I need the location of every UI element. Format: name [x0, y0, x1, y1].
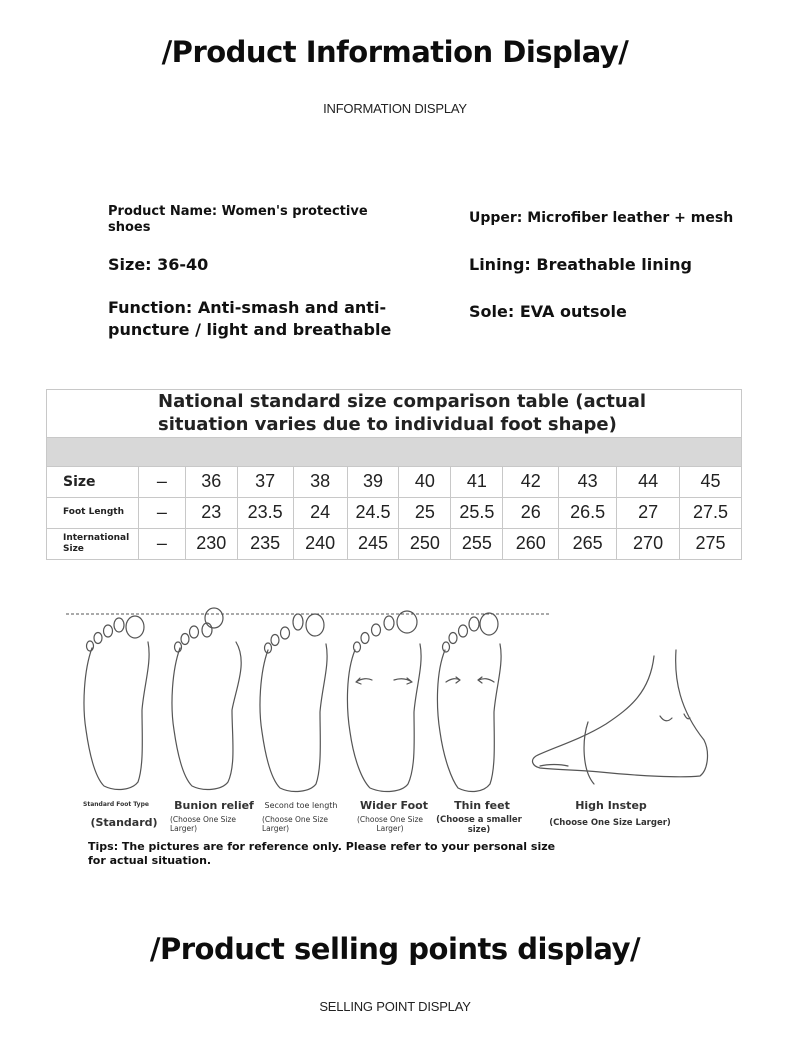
foot-label-bunion: Bunion relief	[174, 799, 254, 812]
size-cell: 37	[237, 466, 293, 497]
intl-cell: 255	[451, 528, 503, 559]
section-subtitle-selling: SELLING POINT DISPLAY	[319, 999, 471, 1014]
length-cell: 24.5	[347, 497, 399, 528]
size-cell: 45	[680, 466, 742, 497]
length-cell: 24	[293, 497, 347, 528]
table-row-size	[47, 466, 742, 497]
row-label: Foot Length	[47, 497, 139, 528]
foot-note-standard: (Standard)	[90, 816, 158, 829]
size-comparison-table	[46, 389, 742, 560]
foot-label-thin: Thin feet	[454, 799, 510, 812]
section-subtitle-info: INFORMATION DISPLAY	[323, 101, 467, 116]
size-cell: 44	[617, 466, 680, 497]
intl-cell: 260	[503, 528, 559, 559]
length-cell: 27.5	[680, 497, 742, 528]
size-cell: 43	[559, 466, 617, 497]
intl-cell: 245	[347, 528, 399, 559]
foot-label-high-instep: High Instep	[575, 799, 647, 812]
length-cell: 25.5	[451, 497, 503, 528]
intl-cell: 270	[617, 528, 680, 559]
intl-cell: 240	[293, 528, 347, 559]
foot-thin-icon	[437, 613, 501, 791]
foot-high-instep-icon	[533, 650, 708, 784]
section-title-info: /Product Information Display/	[161, 35, 629, 69]
foot-label-wider: Wider Foot	[360, 799, 428, 812]
length-cell: 26	[503, 497, 559, 528]
table-row-international-size	[47, 528, 742, 559]
info-function: Function: Anti-smash and anti-puncture / light and breathable	[108, 298, 392, 339]
info-sole: Sole: EVA outsole	[469, 302, 627, 321]
tips-text: Tips: The pictures are for reference only. Please refer to your personal size for actual situation.	[88, 840, 556, 868]
intl-cell: 250	[399, 528, 451, 559]
info-product-name: Product Name: Women's protective shoes	[108, 204, 368, 236]
length-cell: 27	[617, 497, 680, 528]
info-size: Size: 36-40	[108, 255, 209, 274]
info-upper: Upper: Microfiber leather + mesh	[469, 210, 734, 226]
foot-standard-icon	[84, 616, 149, 789]
foot-second-toe-icon	[260, 614, 327, 791]
foot-label-second-toe: Second toe length	[264, 801, 338, 810]
foot-label-standard: Standard Foot Type	[83, 801, 149, 808]
table-row-foot-length	[47, 497, 742, 528]
size-cell: 41	[451, 466, 503, 497]
foot-bunion-icon	[172, 608, 241, 789]
length-cell: 25	[399, 497, 451, 528]
foot-note-wider: (Choose One Size Larger)	[356, 815, 424, 833]
foot-note-thin: (Choose a smaller size)	[436, 815, 522, 835]
table-grey-band	[47, 437, 742, 466]
row-label: International Size	[47, 528, 139, 559]
dash-cell: –	[138, 528, 185, 559]
foot-note-second-toe: (Choose One Size Larger)	[262, 815, 329, 833]
intl-cell: 235	[237, 528, 293, 559]
intl-cell: 265	[559, 528, 617, 559]
table-caption: National standard size comparison table (actual situation varies due to individual foot shape)	[47, 390, 742, 438]
size-cell: 40	[399, 466, 451, 497]
size-cell: 42	[503, 466, 559, 497]
foot-note-bunion: (Choose One Size Larger)	[170, 815, 237, 833]
dash-cell: –	[138, 497, 185, 528]
length-cell: 23	[185, 497, 237, 528]
dash-cell: –	[138, 466, 185, 497]
row-label: Size	[47, 466, 139, 497]
size-cell: 36	[185, 466, 237, 497]
info-lining: Lining: Breathable lining	[469, 255, 692, 274]
size-cell: 38	[293, 466, 347, 497]
size-cell: 39	[347, 466, 399, 497]
intl-cell: 275	[680, 528, 742, 559]
length-cell: 26.5	[559, 497, 617, 528]
foot-note-high-instep: (Choose One Size Larger)	[549, 818, 671, 828]
section-title-selling: /Product selling points display/	[149, 932, 641, 966]
intl-cell: 230	[185, 528, 237, 559]
length-cell: 23.5	[237, 497, 293, 528]
foot-wider-icon	[347, 611, 421, 791]
